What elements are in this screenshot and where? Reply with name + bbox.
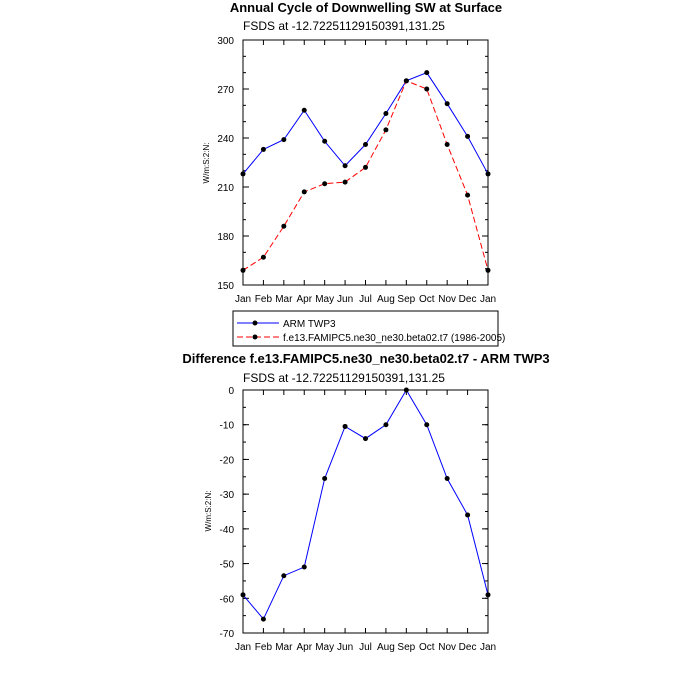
data-point bbox=[281, 137, 286, 142]
x-tick-label: Nov bbox=[438, 294, 457, 305]
x-tick-label: Dec bbox=[458, 294, 477, 305]
y-axis-label: W/m:S:2:N: bbox=[202, 142, 211, 184]
x-tick-label: Sep bbox=[397, 642, 416, 653]
x-tick-label: Nov bbox=[438, 642, 457, 653]
data-point bbox=[241, 592, 246, 597]
data-point bbox=[261, 255, 266, 260]
x-tick-label: Jan bbox=[234, 642, 252, 653]
data-point bbox=[281, 573, 286, 578]
x-tick-label: May bbox=[315, 294, 335, 305]
data-point bbox=[343, 180, 348, 185]
data-point bbox=[322, 476, 327, 481]
data-point bbox=[322, 139, 327, 144]
data-point bbox=[465, 512, 470, 517]
data-point bbox=[404, 388, 409, 393]
data-point bbox=[302, 565, 307, 570]
data-point bbox=[445, 142, 450, 147]
data-point bbox=[261, 617, 266, 622]
data-point bbox=[302, 108, 307, 113]
y-tick-label: -40 bbox=[219, 524, 234, 536]
data-point bbox=[404, 78, 409, 83]
y-tick-label: 210 bbox=[217, 183, 234, 194]
chart-title: Difference f.e13.FAMIPC5.ne30_ne30.beta02.t7 - ARM TWP3 bbox=[182, 351, 550, 366]
x-tick-label: Jan bbox=[479, 294, 497, 305]
x-tick-label: Apr bbox=[296, 642, 313, 653]
legend-label-model: f.e13.FAMIPC5.ne30_ne30.beta02.t7 (1986-2005) bbox=[283, 333, 506, 344]
data-point bbox=[261, 147, 266, 152]
x-tick-label: Jun bbox=[337, 294, 354, 305]
y-tick-label: 270 bbox=[217, 85, 234, 96]
data-point bbox=[363, 436, 368, 441]
data-point bbox=[363, 165, 368, 170]
x-tick-label: Jul bbox=[359, 642, 372, 653]
difference-chart bbox=[182, 351, 549, 653]
y-axis-label: W/m:S:2:N: bbox=[204, 490, 213, 532]
y-tick-label: 300 bbox=[217, 36, 234, 47]
data-point bbox=[486, 592, 491, 597]
data-point bbox=[241, 171, 246, 176]
y-tick-label: 150 bbox=[217, 281, 234, 292]
y-tick-label: -30 bbox=[219, 490, 234, 502]
data-point bbox=[281, 224, 286, 229]
x-tick-label: Feb bbox=[254, 642, 273, 653]
series-line-0 bbox=[243, 73, 488, 174]
data-point bbox=[383, 127, 388, 132]
data-point bbox=[424, 87, 429, 92]
y-tick-label: -70 bbox=[219, 629, 234, 640]
y-tick-label: 0 bbox=[228, 386, 234, 397]
legend-label-arm: ARM TWP3 bbox=[283, 319, 336, 330]
y-tick-label: -10 bbox=[219, 420, 234, 432]
y-tick-label: -20 bbox=[219, 455, 234, 467]
data-point bbox=[465, 193, 470, 198]
x-tick-label: Jan bbox=[479, 642, 497, 653]
x-tick-label: Oct bbox=[418, 642, 435, 653]
x-tick-label: Apr bbox=[296, 294, 313, 305]
chart-title: Annual Cycle of Downwelling SW at Surface bbox=[229, 0, 503, 15]
x-tick-label: Mar bbox=[275, 294, 293, 305]
data-point bbox=[445, 101, 450, 106]
chart-subtitle: FSDS at -12.72251129150391,131.25 bbox=[243, 371, 445, 385]
data-point bbox=[486, 268, 491, 273]
x-tick-label: Feb bbox=[254, 294, 273, 305]
x-tick-label: Mar bbox=[275, 642, 293, 653]
plot-frame bbox=[243, 390, 488, 633]
x-tick-label: Jul bbox=[359, 294, 372, 305]
x-tick-label: Aug bbox=[377, 294, 395, 305]
x-tick-label: Dec bbox=[458, 642, 477, 653]
annual-cycle-chart bbox=[202, 0, 505, 346]
y-tick-label: 180 bbox=[217, 232, 234, 243]
y-tick-label: -50 bbox=[219, 559, 234, 571]
data-point bbox=[241, 268, 246, 273]
series-line-0 bbox=[243, 390, 488, 619]
data-point bbox=[424, 422, 429, 427]
x-tick-label: Oct bbox=[418, 294, 435, 305]
data-point bbox=[363, 142, 368, 147]
data-point bbox=[486, 171, 491, 176]
x-tick-label: May bbox=[315, 642, 335, 653]
y-tick-label: -60 bbox=[219, 594, 234, 606]
data-point bbox=[445, 476, 450, 481]
data-point bbox=[343, 424, 348, 429]
legend bbox=[233, 311, 505, 346]
x-tick-label: Aug bbox=[377, 642, 395, 653]
x-tick-label: Sep bbox=[397, 294, 416, 305]
data-point bbox=[424, 70, 429, 75]
data-point bbox=[383, 111, 388, 116]
data-point bbox=[465, 134, 470, 139]
x-tick-label: Jan bbox=[234, 294, 252, 305]
plot-frame bbox=[243, 40, 488, 285]
data-point bbox=[383, 422, 388, 427]
series-line-1 bbox=[243, 81, 488, 270]
y-tick-label: 240 bbox=[217, 134, 234, 145]
data-point bbox=[302, 189, 307, 194]
data-point bbox=[322, 181, 327, 186]
data-point bbox=[343, 163, 348, 168]
x-tick-label: Jun bbox=[337, 642, 354, 653]
legend-marker-model bbox=[253, 335, 258, 340]
legend-marker-arm bbox=[253, 321, 258, 326]
chart-subtitle: FSDS at -12.72251129150391,131.25 bbox=[243, 19, 445, 33]
